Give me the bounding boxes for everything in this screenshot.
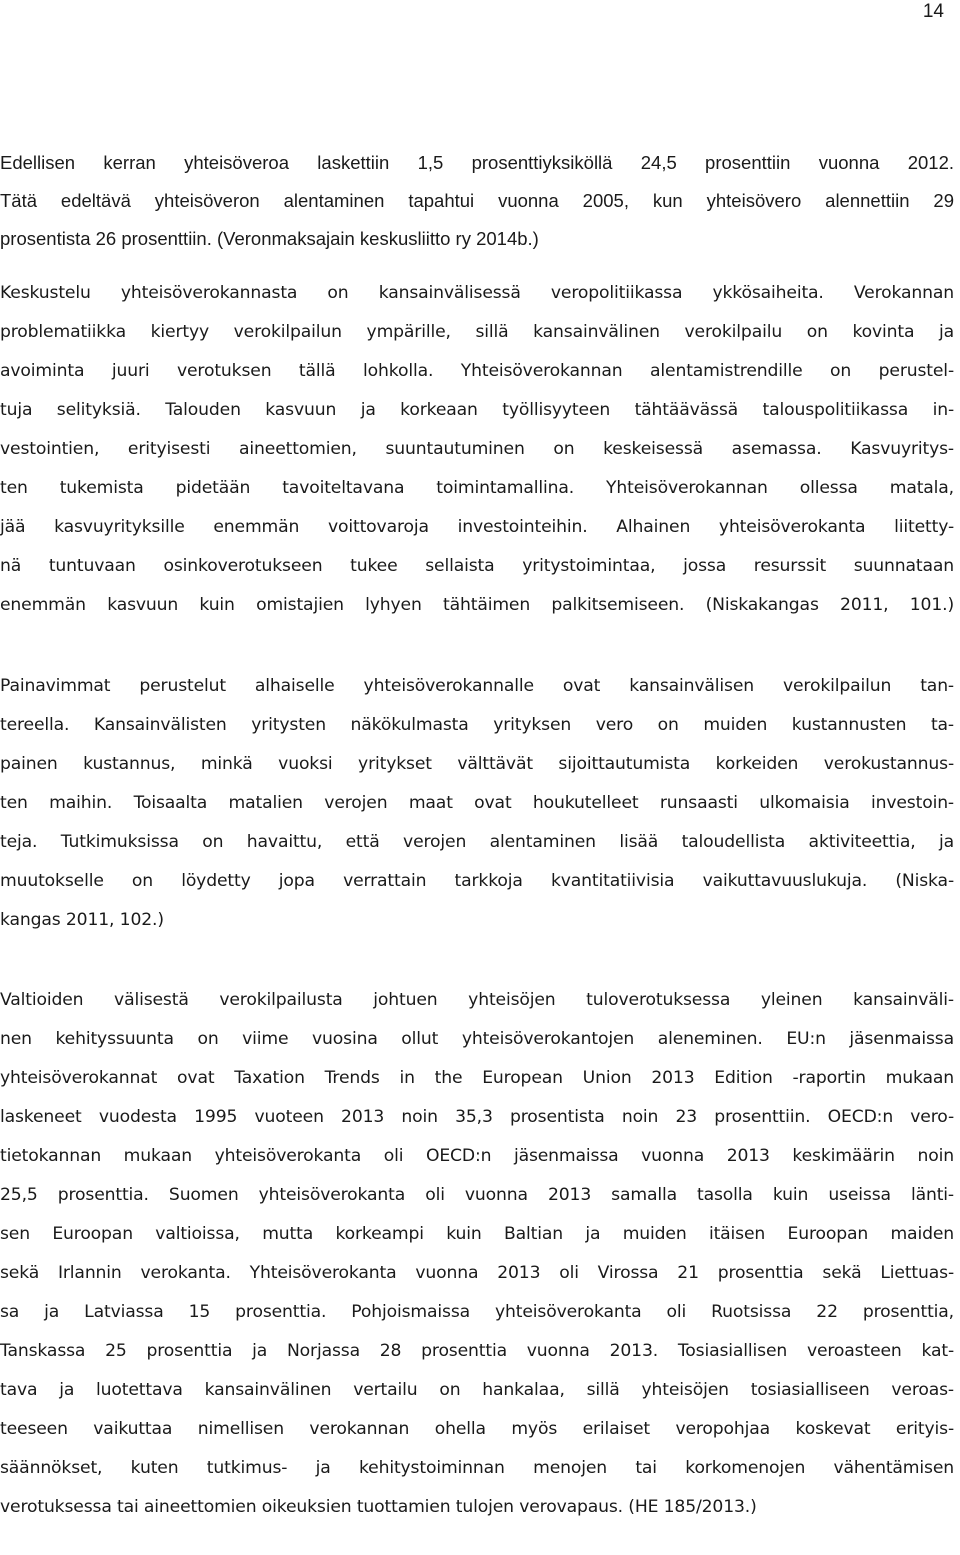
paragraph-line: teeseen vaikuttaa nimellisen verokannan ohella myös erilaiset veropohjaa koskevat erityis- [0,1419,954,1439]
paragraph-line: sa ja Latviassa 15 prosenttia. Pohjoismaissa yhteisöverokanta oli Ruotsissa 22 prosenttia, [0,1302,954,1322]
paragraph-line: laskeneet vuodesta 1995 vuoteen 2013 noin 35,3 prosentista noin 23 prosenttiin. OECD:n vero- [0,1107,954,1127]
paragraph-line: jää kasvuyrityksille enemmän voittovaroja investointeihin. Alhainen yhteisöverokanta liitetty- [0,517,954,537]
paragraph-line: 25,5 prosenttia. Suomen yhteisöverokanta oli vuonna 2013 samalla tasolla kuin useissa länti- [0,1185,954,1205]
paragraph-line: nä tuntuvaan osinkoverotukseen tukee sellaista yritystoimintaa, jossa resurssit suunnataan [0,556,954,576]
paragraph-line: ten maihin. Toisaalta matalien verojen maat ovat houkutelleet runsaasti ulkomaisia investoin- [0,793,954,813]
paragraph-line: verotuksessa tai aineettomien oikeuksien tuottamien tulojen verovapaus. (HE 185/2013.) [0,1497,757,1517]
paragraph-line: tuja selityksiä. Talouden kasvuun ja korkeaan työllisyyteen tähtäävässä talouspolitiikassa in- [0,400,954,420]
paragraph-line: Edellisen kerran yhteisöveroa laskettiin 1,5 prosenttiyksiköllä 24,5 prosenttiin vuonna 2012. [0,152,954,173]
paragraph-line: tava ja luotettava kansainvälinen vertailu on hankalaa, sillä yhteisöjen tosiasialliseen veroas- [0,1380,954,1400]
paragraph-line: vestointien, erityisesti aineettomien, suuntautuminen on keskeisessä asemassa. Kasvuyritys- [0,439,954,459]
paragraph-line: problematiikka kiertyy verokilpailun ympärille, sillä kansainvälinen verokilpailu on kovinta ja [0,322,954,342]
paragraph-line: yhteisöverokannat ovat Taxation Trends in the European Union 2013 Edition -raportin mukaan [0,1068,954,1088]
paragraph-line: kangas 2011, 102.) [0,910,164,930]
paragraph-line: Keskustelu yhteisöverokannasta on kansainvälisessä veropolitiikassa ykkösaiheita. Verokannan [0,283,954,303]
paragraph-line: säännökset, kuten tutkimus- ja kehitystoiminnan menojen tai korkomenojen vähentämisen [0,1458,954,1478]
paragraph-line: Tanskassa 25 prosenttia ja Norjassa 28 prosenttia vuonna 2013. Tosiasiallisen veroasteen kat- [0,1341,954,1361]
paragraph-line: sekä Irlannin verokanta. Yhteisöverokanta vuonna 2013 oli Virossa 21 prosenttia sekä Liettuas- [0,1263,954,1283]
paragraph-line: ten tukemista pidetään tavoiteltavana toimintamallina. Yhteisöverokannan ollessa matala, [0,478,954,498]
paragraph-line: teja. Tutkimuksissa on havaittu, että verojen alentaminen lisää taloudellista aktiviteettia, ja [0,832,954,852]
paragraph-line: painen kustannus, minkä vuoksi yritykset välttävät sijoittautumista korkeiden verokustannus- [0,754,954,774]
paragraph-line: prosentista 26 prosenttiin. (Veronmaksajain keskusliitto ry 2014b.) [0,228,539,249]
page-number: 14 [922,1,944,22]
paragraph-line: sen Euroopan valtioissa, mutta korkeampi kuin Baltian ja muiden itäisen Euroopan maiden [0,1224,954,1244]
paragraph-line: Valtioiden välisestä verokilpailusta johtuen yhteisöjen tuloverotuksessa yleinen kansainväli- [0,990,954,1010]
paragraph-line: enemmän kasvuun kuin omistajien lyhyen tähtäimen palkitsemiseen. (Niskakangas 2011, 101.) [0,595,954,615]
paragraph-line: Tätä edeltävä yhteisöveron alentaminen tapahtui vuonna 2005, kun yhteisövero alennettiin 29 [0,190,954,211]
paragraph-line: tereella. Kansainvälisten yritysten näkökulmasta yrityksen vero on muiden kustannusten ta- [0,715,954,735]
paragraph-line: avoiminta juuri verotuksen tällä lohkolla. Yhteisöverokannan alentamistrendille on perustel- [0,361,954,381]
paragraph-line: muutokselle on löydetty jopa verrattain tarkkoja kvantitatiivisia vaikuttavuuslukuja. (Niska- [0,871,954,891]
paragraph-line: tietokannan mukaan yhteisöverokanta oli OECD:n jäsenmaissa vuonna 2013 keskimäärin noin [0,1146,954,1166]
paragraph-line: nen kehityssuunta on viime vuosina ollut yhteisöverokantojen aleneminen. EU:n jäsenmaissa [0,1029,954,1049]
paragraph-line: Painavimmat perustelut alhaiselle yhteisöverokannalle ovat kansainvälisen verokilpailun tan- [0,676,954,696]
